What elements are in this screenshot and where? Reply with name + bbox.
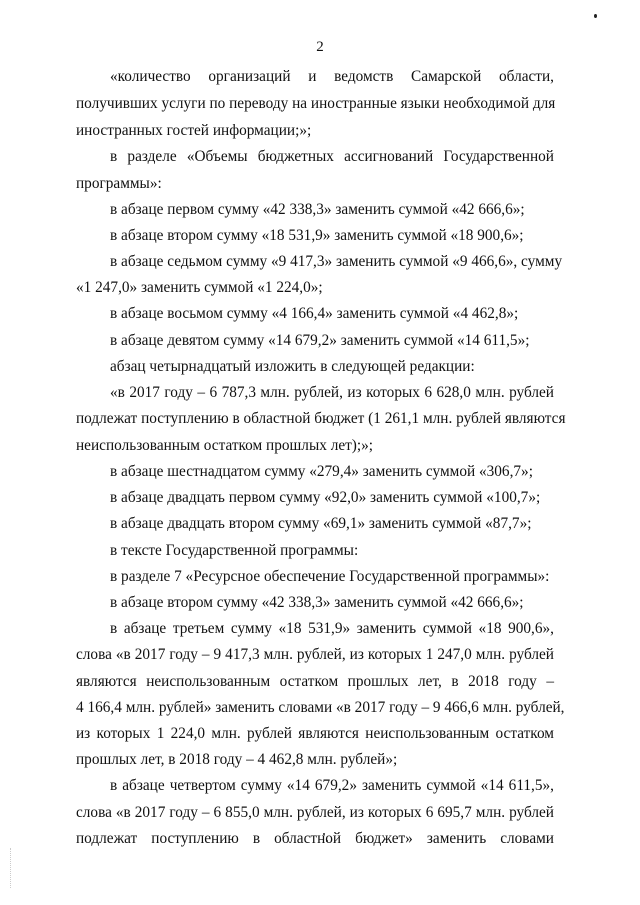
body-line: являются неиспользованным остатком прошлых лет, в 2018 году – <box>76 673 554 690</box>
body-line: «количество организаций и ведомств Самарской области, <box>110 68 554 85</box>
body-line: абзац четырнадцатый изложить в следующей редакции: <box>110 358 475 375</box>
body-line: в абзаце девятом сумму «14 679,2» заменить суммой «14 611,5»; <box>110 332 530 349</box>
body-line: в абзаце двадцать втором сумму «69,1» заменить суммой «87,7»; <box>110 515 532 532</box>
body-line: неиспользованным остатком прошлых лет);»; <box>76 437 374 454</box>
body-line: из которых 1 224,0 млн. рублей являются неиспользованным остатком <box>76 725 554 742</box>
body-line: подлежат поступлению в областной бюджет (1 261,1 млн. рублей являются <box>76 410 566 427</box>
body-line: в тексте Государственной программы: <box>110 542 359 559</box>
body-line: в разделе 7 «Ресурсное обеспечение Государственной программы»: <box>110 568 550 585</box>
body-line: в абзаце втором сумму «18 531,9» заменить суммой «18 900,6»; <box>110 227 524 244</box>
body-line: иностранных гостей информации;»; <box>76 122 312 139</box>
body-line: слова «в 2017 году – 6 855,0 млн. рублей, из которых 6 695,7 млн. рублей <box>76 804 554 821</box>
body-line: прошлых лет, в 2018 году – 4 462,8 млн. рублей»; <box>76 751 398 768</box>
page-number: 2 <box>316 39 324 55</box>
body-line: «в 2017 году – 6 787,3 млн. рублей, из которых 6 628,0 млн. рублей <box>110 384 554 401</box>
body-line: в абзаце восьмом сумму «4 166,4» заменить суммой «4 462,8»; <box>110 305 519 322</box>
body-line: в абзаце первом сумму «42 338,3» заменить суммой «42 666,6»; <box>110 201 525 218</box>
body-line: в абзаце третьем сумму «18 531,9» заменить суммой «18 900,6», <box>110 620 554 637</box>
body-line: в абзаце шестнадцатом сумму «279,4» заменить суммой «306,7»; <box>110 463 533 480</box>
body-line: 4 166,4 млн. рублей» заменить словами «в 2017 году – 9 466,6 млн. рублей, <box>76 699 565 716</box>
body-line: в абзаце четвертом сумму «14 679,2» заменить суммой «14 611,5», <box>110 777 554 794</box>
body-line: программы»: <box>76 175 162 192</box>
body-line: в абзаце седьмом сумму «9 417,3» заменить суммой «9 466,6», сумму <box>110 253 563 270</box>
body-line: в абзаце втором сумму «42 338,3» заменить суммой «42 666,6»; <box>110 594 524 611</box>
body-line: подлежат поступлению в областной бюджет» заменить словами <box>76 830 554 847</box>
body-line: получивших услуги по переводу на иностранные языки необходимой для <box>76 95 556 112</box>
body-line: слова «в 2017 году – 9 417,3 млн. рублей, из которых 1 247,0 млн. рублей <box>76 646 554 663</box>
body-line: «1 247,0» заменить суммой «1 224,0»; <box>76 279 323 296</box>
body-line: в абзаце двадцать первом сумму «92,0» заменить суммой «100,7»; <box>110 489 541 506</box>
body-line: в разделе «Объемы бюджетных ассигнований Государственной <box>110 148 554 165</box>
